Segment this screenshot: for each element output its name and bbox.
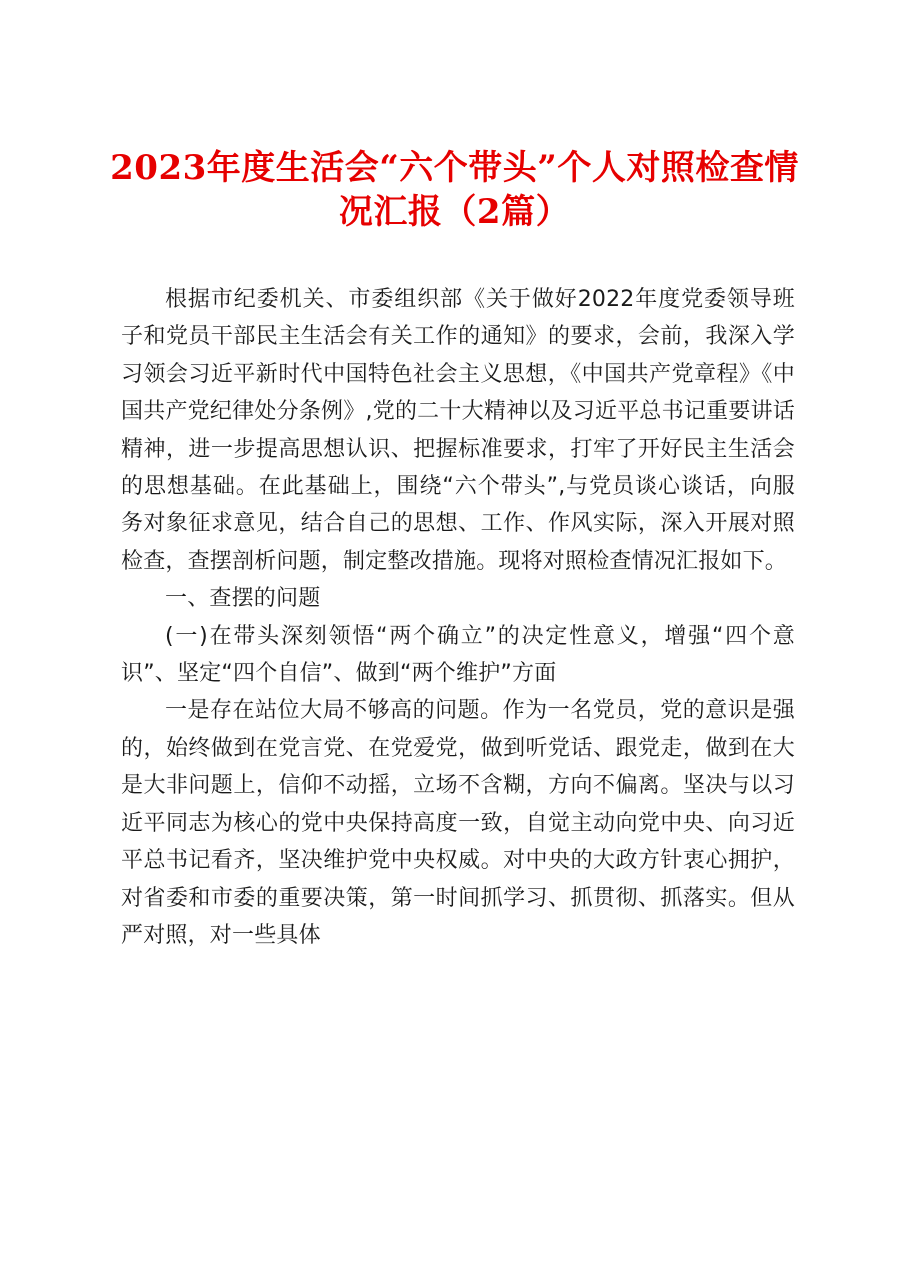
section-heading: 一、查摆的问题 [165,586,321,612]
document-title: 2023年度生活会“六个带头”个人对照检查情况汇报（2篇） [110,148,799,232]
subsection-heading: (一)在带头深刻领悟“两个确立”的决定性意义，增强“四个意识”、坚定“四个自信”、做到“两个维护”方面 [121,623,795,687]
intro-paragraph: 根据市纪委机关、市委组织部《关于做好2022年度党委领导班子和党员干部民主生活会有关工作的通知》的要求，会前，我深入学习领会习近平新时代中国特色社会主义思想，《中国共产党章程》《中国共产党纪律处分条例》,党的二十大精神以及习近平总书记重要讲话精神，进一步提高思想认识、把握标准要求，打牢了开好民主生活会的思想基础。在此基础上，围绕“六个带头”,与党员谈心谈话，向服务对象征求意见，结合自己的思想、工作、作风实际，深入开展对照检查，查摆剖析问题，制定整改措施。现将对照检查情况汇报如下。 [121,287,795,574]
body-paragraph: 一是存在站位大局不够高的问题。作为一名党员，党的意识是强的，始终做到在党言党、在党爱党，做到听党话、跟党走，做到在大是大非问题上，信仰不动摇，立场不含糊，方向不偏离。坚决与以习近平同志为核心的党中央保持高度一致，自觉主动向党中央、向习近平总书记看齐，坚决维护党中央权威。对中央的大政方针衷心拥护，对省委和市委的重要决策，第一时间抓学习、抓贯彻、抓落实。但从严对照，对一些具体 [121,698,795,948]
document-body [121,281,795,954]
